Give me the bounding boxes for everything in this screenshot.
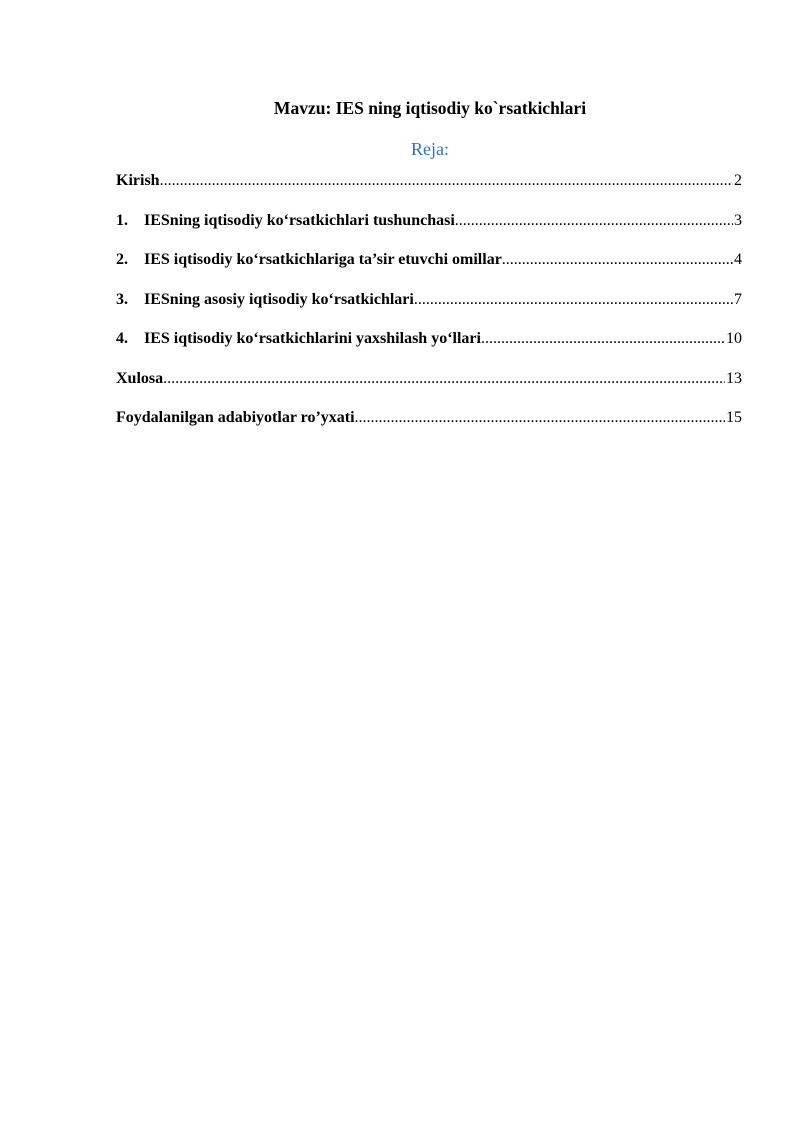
toc-entry-page: 4 (734, 251, 742, 268)
toc-entry-label: Foydalanilgan adabiyotlar ro’yxati (116, 409, 355, 426)
toc-leader-dots (160, 170, 733, 192)
toc-entry-2 (116, 249, 742, 289)
plan-heading: Reja: (411, 139, 449, 159)
toc-entry-number: 3. (116, 290, 128, 308)
toc-leader-dots (481, 328, 725, 350)
toc-entry-label: IES iqtisodiy ko‘rsatkichlariga ta’sir etuvchi omillar (144, 251, 502, 268)
toc-entry-number: 1. (116, 211, 128, 229)
toc-entry-page: 13 (726, 369, 742, 387)
toc-entry-3 (116, 289, 742, 329)
toc-entry-introduction (116, 170, 742, 210)
document-title: Mavzu: IES ning iqtisodiy ko`rsatkichlari (273, 98, 587, 118)
toc-entry-number: 2. (116, 251, 128, 268)
toc-entry-4 (116, 328, 742, 368)
toc-entry-conclusion (116, 368, 742, 408)
toc-entry-page: 15 (726, 409, 742, 426)
toc-entry-label: IESning asosiy iqtisodiy ko‘rsatkichlari (144, 290, 414, 308)
table-of-contents (116, 170, 742, 447)
toc-entry-1 (116, 210, 742, 250)
toc-entry-page: 2 (734, 172, 742, 189)
toc-entry-label: Kirish (116, 172, 160, 189)
toc-entry-page: 10 (726, 330, 742, 347)
toc-entry-page: 7 (734, 290, 742, 308)
toc-leader-dots (455, 210, 733, 232)
toc-entry-label: IES iqtisodiy ko‘rsatkichlarini yaxshilash yo‘llari (144, 330, 481, 347)
toc-leader-dots (355, 407, 725, 429)
toc-leader-dots (502, 249, 733, 271)
toc-entry-label: IESning iqtisodiy ko‘rsatkichlari tushunchasi (144, 211, 455, 229)
toc-entry-references (116, 407, 742, 447)
toc-entry-label: Xulosa (116, 369, 164, 387)
toc-entry-number: 4. (116, 330, 128, 347)
toc-leader-dots (414, 289, 733, 311)
toc-entry-page: 3 (734, 211, 742, 229)
toc-leader-dots (163, 368, 725, 390)
